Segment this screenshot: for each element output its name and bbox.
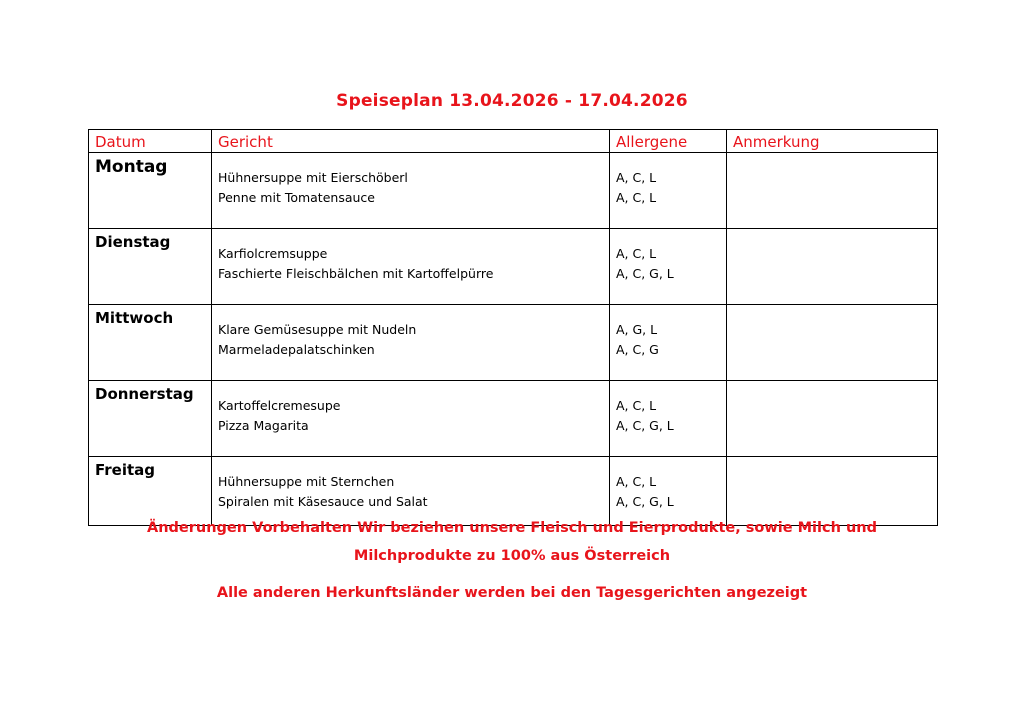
allergen-cell xyxy=(610,457,727,526)
table-row-freitag xyxy=(89,457,938,526)
column-header-allergene: Allergene xyxy=(610,130,727,153)
table-row-dienstag xyxy=(89,229,938,305)
dish-cell xyxy=(212,381,610,457)
dish-cell xyxy=(212,305,610,381)
dish-soup: Hühnersuppe mit Eierschöberl xyxy=(218,170,408,185)
allergen-main: A, C, G, L xyxy=(616,418,674,433)
allergen-soup: A, C, L xyxy=(616,398,657,413)
dish-soup: Karfiolcremsuppe xyxy=(218,246,328,261)
dish-cell xyxy=(212,153,610,229)
allergen-soup: A, C, L xyxy=(616,170,657,185)
allergen-cell xyxy=(610,305,727,381)
allergen-main: A, C, G, L xyxy=(616,494,674,509)
day-cell xyxy=(89,457,212,526)
column-header-datum: Datum xyxy=(89,130,212,153)
allergen-main: A, C, L xyxy=(616,190,657,205)
day-name: Montag xyxy=(95,157,168,177)
allergen-main: A, C, G, L xyxy=(616,266,674,281)
dish-cell xyxy=(212,457,610,526)
day-cell xyxy=(89,153,212,229)
dish-soup: Kartoffelcremesupe xyxy=(218,398,341,413)
column-header-anmerkung: Anmerkung xyxy=(727,130,938,153)
day-cell xyxy=(89,305,212,381)
column-header-gericht: Gericht xyxy=(212,130,610,153)
dish-main: Faschierte Fleischbälchen mit Kartoffelpürre xyxy=(218,266,494,281)
footer-origin-note: Alle anderen Herkunftsländer werden bei den Tagesgerichten angezeigt xyxy=(216,585,808,601)
allergen-cell xyxy=(610,153,727,229)
note-cell xyxy=(727,153,938,229)
dish-main: Marmeladepalatschinken xyxy=(218,342,375,357)
allergen-cell xyxy=(610,229,727,305)
day-name: Donnerstag xyxy=(95,385,194,403)
dish-main: Spiralen mit Käsesauce und Salat xyxy=(218,494,428,509)
dish-main: Pizza Magarita xyxy=(218,418,309,433)
allergen-soup: A, C, L xyxy=(616,246,657,261)
allergen-soup: A, G, L xyxy=(616,322,658,337)
dish-soup: Hühnersuppe mit Sternchen xyxy=(218,474,395,489)
allergen-cell xyxy=(610,381,727,457)
table-row-donnerstag xyxy=(89,381,938,457)
day-name: Dienstag xyxy=(95,233,171,251)
note-cell xyxy=(727,305,938,381)
allergen-main: A, C, G xyxy=(616,342,659,357)
table-header-row xyxy=(89,130,938,153)
dish-cell xyxy=(212,229,610,305)
allergen-soup: A, C, L xyxy=(616,474,657,489)
day-name: Mittwoch xyxy=(95,309,174,327)
dish-soup: Klare Gemüsesuppe mit Nudeln xyxy=(218,322,417,337)
day-cell xyxy=(89,229,212,305)
table-row-mittwoch xyxy=(89,305,938,381)
note-cell xyxy=(727,229,938,305)
footer-notice-line-1: Änderungen Vorbehalten Wir beziehen unsere Fleisch und Eierprodukte, sowie Milch und xyxy=(147,520,877,536)
table-row-montag xyxy=(89,153,938,229)
page-title: Speiseplan 13.04.2026 - 17.04.2026 xyxy=(336,91,688,111)
day-name: Freitag xyxy=(95,461,156,479)
note-cell xyxy=(727,457,938,526)
footer-notice-line-2: Milchprodukte zu 100% aus Österreich xyxy=(353,548,671,564)
menu-table xyxy=(88,129,938,526)
note-cell xyxy=(727,381,938,457)
day-cell xyxy=(89,381,212,457)
dish-main: Penne mit Tomatensauce xyxy=(218,190,375,205)
